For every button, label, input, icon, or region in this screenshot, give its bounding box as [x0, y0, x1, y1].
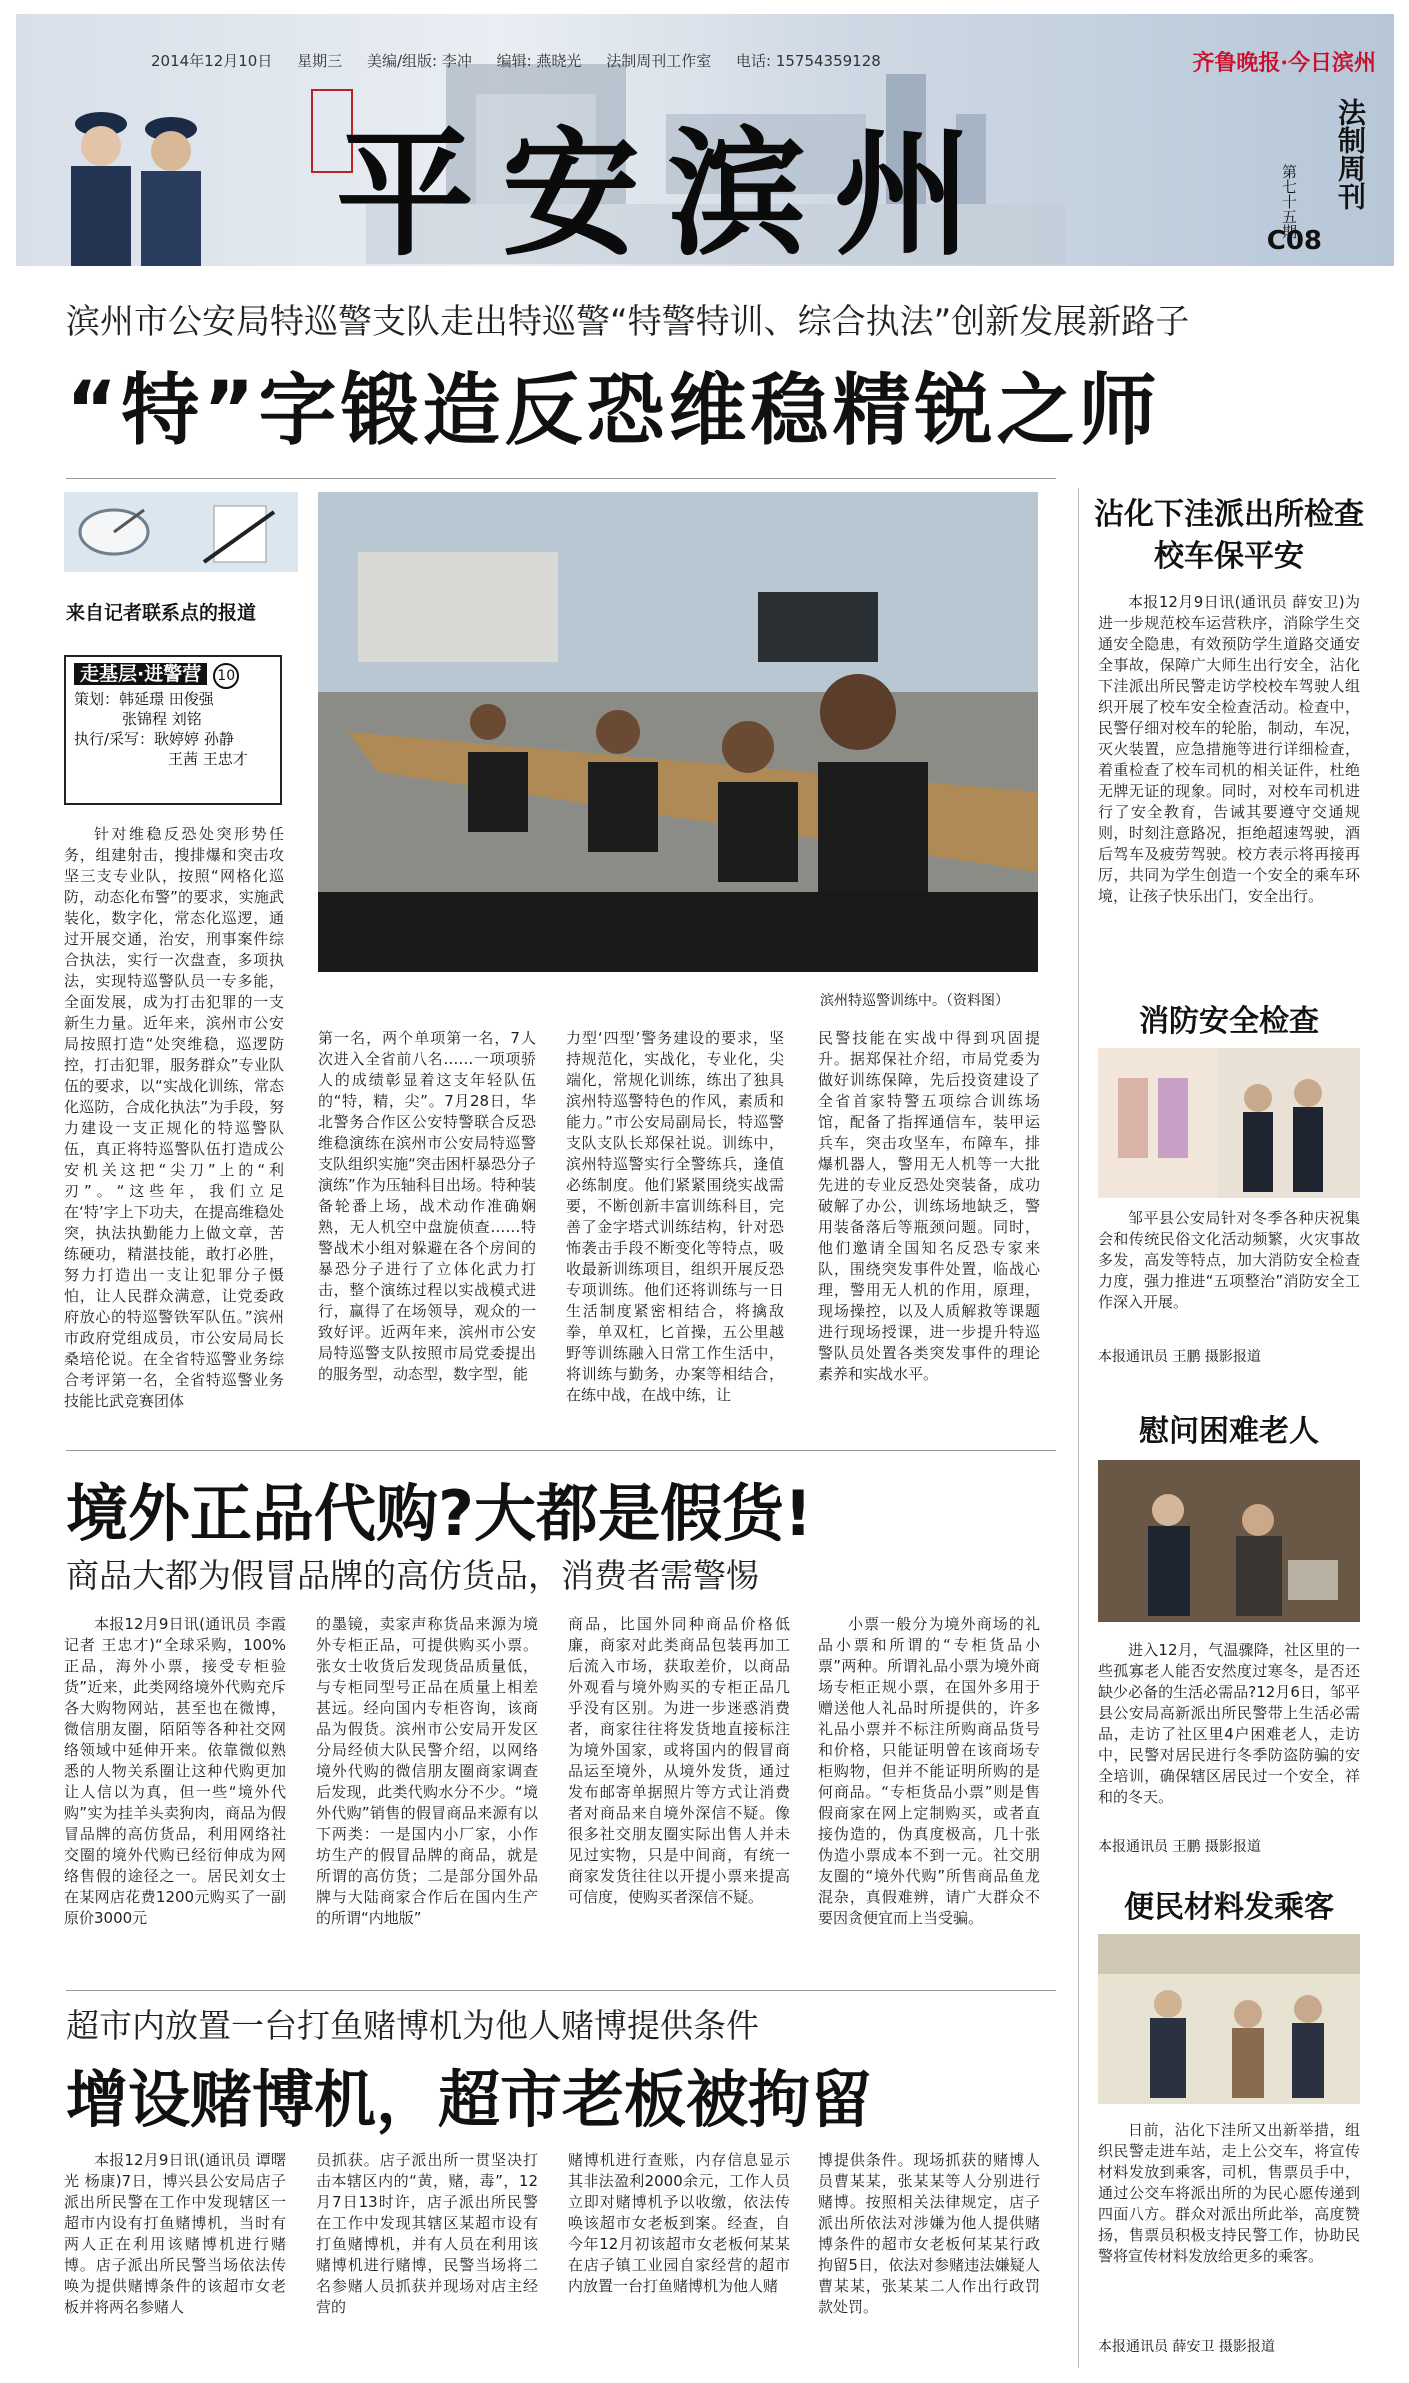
issue-date: 2014年12月10日: [151, 52, 273, 70]
editor: 编辑: 燕晓光: [496, 52, 582, 70]
gamble-headline: 增设赌博机，超市老板被拘留: [66, 2063, 873, 2136]
article-text: 商品，比国外同种商品价格低廉，商家对此类商品包装再加工后流入市场，获取差价，以商品外观看与境外购买的专柜正品几乎没有区别。为进一步迷惑消费者，商家往往将发货地直接标注为境外国家，或将国内的假冒商品运至境外，从境外发货，通过发布邮寄单据照片等方式让消费者对商品来自境外深信不疑。像很多社交朋友圈实际出售人并未见过实物，只是中间商，有统一商家发货往往以开提小票来提高可信度，使购买者深信不疑。: [568, 1615, 790, 1906]
article-text: 赌博机进行查账，内存信息显示其非法盈利2000余元，工作人员立即对赌博机予以收缴，依法传唤该超市女老板到案。经查，自今年12月初该超市女老板何某某在店子镇工业园自家经营的超市内放置一台打鱼赌博机为他人赌: [568, 2151, 790, 2295]
satellite-dish-illustration: [64, 492, 298, 572]
side2-title: 消防安全检查: [1139, 1004, 1319, 1039]
side1-body: [1098, 592, 1360, 962]
gamble-column-3: [568, 2150, 790, 2370]
section-name: 法制周刊: [1334, 98, 1367, 210]
article-text: 邹平县公安局针对冬季各种庆祝集会和传统民俗文化活动频繁，火灾事故多发，高发等特点，加大消防安全检查力度，强力推进“五项整治”消防安全工作深入开展。: [1098, 1209, 1360, 1311]
lead-headline: “特”字锻造反恐维稳精锐之师: [66, 366, 1161, 456]
fake-column-4: [818, 1614, 1040, 1944]
team-number: 10: [213, 663, 239, 689]
side4-photo: [1098, 1934, 1360, 2104]
lead-photo: [318, 492, 1038, 972]
police-officers-illustration: [46, 84, 226, 266]
lead-column-1: [64, 824, 284, 1424]
layout-editor: 美编/组版: 李冲: [366, 52, 472, 70]
page-number: C08: [1266, 226, 1322, 256]
side4-title: 便民材料发乘客: [1124, 1890, 1334, 1925]
article-text: 针对维稳反恐处突形势任务，组建射击，搜排爆和突击攻坚三支专业队，按照“网格化巡防，动态化布警”的要求，实施武装化，数字化，常态化巡逻，通过开展交通，治安，刑事案件综合执法，实行一次盘查，多项执法，实现特巡警队员一专多能，全面发展，成为打击犯罪的一支新生力量。近年来，滨州市公安局按照打造“处突维稳，巡逻防控，打击犯罪，服务群众”专业队伍的要求，以“实战化训练，常态化巡防，合成化执法”为手段，努力建设一支正规化的特巡警队伍，真正将特巡警队伍打造成公安机关这把“尖刀”上的“利刃”。“这些年，我们立足在‘特’字上下功夫，在提高维稳处突，执法执勤能力上做文章，苦练硬功，精湛技能，敢打必胜，努力打造出一支让犯罪分子慑怕，让人民群众满意，让党委政府放心的特巡警铁军队伍。”滨州市政府党组成员，市公安局局长桑培伦说。在全省特巡警业务综合考评第一名，全省特巡警业务技能比武竞赛团体: [64, 825, 284, 1410]
article-text: 员抓获。店子派出所一贯坚决打击本辖区内的“黄，赌，毒”，12月7日13时许，店子派出所民警在工作中发现其辖区某超市设有打鱼赌博机，并有人员在利用该赌博机进行赌博，民警当场将二名参赌人员抓获并现场对店主经营的: [316, 2151, 538, 2316]
fake-headline: 境外正品代购?大都是假货!: [66, 1477, 813, 1550]
team-box: [64, 655, 282, 805]
lead-column-2: [318, 1028, 536, 1428]
bus-passengers-photo: [1098, 1934, 1360, 2104]
article-text: 本报12月9日讯(通讯员 薛安卫)为进一步规范校车运营秩序，消除学生交通安全隐患，有效预防学生道路交通安全事故，保障广大师生出行安全，沾化下洼派出所民警走访学校校车驾驶人组织开展了校车安全检查活动。检查中，民警仔细对校车的轮胎，制动，车况，灭火装置，应急措施等进行详细检查，着重检查了校车司机的相关证件，杜绝无牌无证的现象。同时，对校车司机进行了安全教育，告诫其要遵守交通规则，时刻注意路况，拒绝超速驾驶，酒后驾车及疲劳驾驶。校方表示将再接再厉，共同为学生创造一个安全的乘车环境，让孩子快乐出门，安全出行。: [1098, 593, 1360, 905]
masthead-info: [151, 50, 901, 71]
section-title: 平安滨州: [336, 112, 1001, 266]
gamble-column-2: [316, 2150, 538, 2370]
issue-weekday: 星期三: [297, 52, 343, 70]
divider: [66, 478, 1056, 479]
side4-body: [1098, 2120, 1360, 2330]
side1-title: 沾化下洼派出所检查校车保平安: [1094, 497, 1364, 574]
lead-kicker: 滨州市公安局特巡警支队走出特巡警“特警特训、综合执法”创新发展新路子: [66, 302, 1190, 342]
article-text: 进入12月，气温骤降，社区里的一些孤寡老人能否安然度过寒冬，是否还缺少必备的生活必需品?12月6日，邹平县公安局高新派出所民警带上生活必需品，走访了社区里4户困难老人，走访中，民警对居民进行冬季防盗防骗的安全培训，确保辖区居民过一个安全，祥和的冬天。: [1098, 1641, 1360, 1806]
team-label: 走基层·进警营: [74, 663, 207, 685]
fake-subhead: 商品大都为假冒品牌的高仿货品，消费者需警惕: [66, 1556, 759, 1595]
studio: 法制周刊工作室: [606, 52, 712, 70]
team-line: 张锦程 刘铭: [122, 710, 202, 728]
side3-body: [1098, 1640, 1360, 1830]
article-text: 的墨镜，卖家声称货品来源为境外专柜正品，可提供购买小票。张女士收货后发现货品质量低，与专柜同型号正品在质量上相差甚远。经向国内专柜咨询，该商品为假货。滨州市公安局开发区分局经侦大队民警介绍，以网络境外代购的微信朋友圈商家调查后发现，此类代购水分不少。“境外代购”销售的假冒商品来源有以下两类：一是国内小厂家，小作坊生产的假冒品牌的商品，就是所谓的高仿货；二是部分国外品牌与大陆商家合作后在国内生产的所谓“内地版”: [316, 1615, 538, 1927]
article-text: 第一名，两个单项第一名，7人次进入全省前八名……一项项骄人的成绩彰显着这支年轻队伍的“特，精，尖”。7月28日，华北警务合作区公安特警联合反恐维稳演练在滨州市公安局特巡警支队组织实施“突击困杆暴恐分子演练”作为压轴科目出场。特种装备轮番上场，战术动作准确娴熟，无人机空中盘旋侦查……特警战术小组对躲避在各个房间的暴恐分子进行了立体化武力打击，整个演练过程以实战模式进行，赢得了在场领导，观众的一致好评。近两年来，滨州市公安局特巡警支队按照市局党委提出的服务型，动态型，数字型，能: [318, 1029, 536, 1383]
side2-photo: [1098, 1048, 1360, 1198]
elderly-visit-photo: [1098, 1460, 1360, 1622]
side4-credit: 本报通讯员 薛安卫 摄影报道: [1098, 2339, 1275, 2355]
lead-column-4: [818, 1028, 1040, 1428]
masthead: [16, 14, 1394, 266]
article-text: 本报12月9日讯(通讯员 李霞 记者 王忠才)“全球采购，100%正品，海外小票，接受专柜验货”近来，此类网络境外代购充斥各大购物网站，甚至也在微博，微信朋友圈，陌陌等各种社交网络领域中延伸开来。依靠微似熟悉的人物关系圈让这种代购更加让人信以为真，但一些“境外代购”实为挂羊头卖狗肉，商品为假冒品牌的高仿货品，利用网络社交圈的境外代购已经衍伸成为网络售假的途径之一。居民刘女士在某网店花费1200元购买了一副原价3000元: [64, 1615, 286, 1927]
article-text: 本报12月9日讯(通讯员 谭曙光 杨康)7日，博兴县公安局店子派出所民警在工作中发现辖区一超市内设有打鱼赌博机，当时有两人正在利用该赌博机进行赌博。店子派出所民警当场依法传唤为提供赌博条件的该超市女老板并将两名参赌人: [64, 2151, 286, 2316]
gamble-column-1: [64, 2150, 286, 2370]
side3-title: 慰问困难老人: [1139, 1414, 1319, 1449]
lead-column-3: [566, 1028, 784, 1428]
gamble-kicker: 超市内放置一台打鱼赌博机为他人赌博提供条件: [66, 2006, 759, 2045]
fake-column-1: [64, 1614, 286, 1944]
fake-column-2: [316, 1614, 538, 1944]
gamble-column-4: [818, 2150, 1040, 2370]
divider: [66, 1990, 1056, 1991]
training-photo-illustration: [318, 492, 1038, 972]
article-text: 力型‘四型’警务建设的要求，坚持规范化，实战化，专业化，尖端化，常规化训练，练出了独具滨州特巡警特色的作风，素质和能力。”市公安局副局长，特巡警支队支队长郑保社说。训练中，滨州特巡警实行全警练兵，逢值必练制度。他们紧紧围绕实战需要，不断创新丰富训练科目，完善了金字塔式训练结构，针对恐怖袭击手段不断变化等特点，吸收最新训练项目，组织开展反恐专项训练。他们还将训练与一日生活制度紧密相结合，将擒敌拳，单双杠，匕首操，五公里越野等训练融入日常工作生活中，将训练与勤务，办案等相结合，在练中战，在战中练，让: [566, 1029, 784, 1404]
sidebar-divider: [1078, 488, 1079, 2368]
divider: [66, 1450, 1056, 1451]
team-line: 王茜 王忠才: [168, 750, 248, 768]
newspaper-brand: 齐鲁晚报·今日滨州: [1192, 50, 1376, 76]
side3-credit: 本报通讯员 王鹏 摄影报道: [1098, 1839, 1261, 1855]
team-line: 执行/采写：耿婷婷 孙静: [74, 730, 234, 748]
phone: 电话: 15754359128: [736, 52, 881, 70]
article-text: 小票一般分为境外商场的礼品小票和所谓的“专柜货品小票”两种。所谓礼品小票为境外商场专柜正规小票，在国外多用于赠送他人礼品时所提供的，许多礼品小票并不标注所购商品货号和价格，只能证明曾在该商场专柜购物，但并不能证明所购的是何商品。“专柜货品小票”则是售假商家在网上定制购买，或者直接伪造的，伪真度极高，几十张伪造小票成本不到一元。社交朋友圈的“境外代购”所售商品鱼龙混杂，真假难辨，请广大群众不要因贪便宜而上当受骗。: [818, 1615, 1040, 1927]
fire-inspection-photo: [1098, 1048, 1360, 1198]
side2-body: [1098, 1208, 1360, 1338]
article-text: 日前，沾化下洼所又出新举措，组织民警走进车站，走上公交车，将宣传材料发放到乘客，司机，售票员手中，通过公交车将派出所的为民心愿传递到四面八方。群众对派出所此举，高度赞扬，售票员积极支持民警工作，协助民警将宣传材料发放给更多的乘客。: [1098, 2121, 1360, 2265]
side3-photo: [1098, 1460, 1360, 1622]
issue-number: 第七十五期: [1280, 164, 1298, 239]
article-text: 民警技能在实战中得到巩固提升。据郑保社介绍，市局党委为做好训练保障，先后投资建设了全省首家特警五项综合训练场馆，配备了指挥通信车，装甲运兵车，突击攻坚车，布障车，排爆机器人，警用无人机等一大批先进的专业反恐处突装备，成功破解了办公，训练场地缺乏，警用装备落后等瓶颈问题。同时，他们邀请全国知名反恐专家来队，围绕突发事件处置，临战心理，警用无人机的作用，原理，现场操控，以及人质解救等课题进行现场授课，进一步提升特巡警队员处置各类突发事件的理论素养和实战水平。: [818, 1029, 1040, 1383]
lead-tag: 来自记者联系点的报道: [66, 602, 257, 624]
photo-caption: 滨州特巡警训练中。（资料图）: [820, 993, 1009, 1009]
side2-credit: 本报通讯员 王鹏 摄影报道: [1098, 1349, 1261, 1365]
fake-column-3: [568, 1614, 790, 1944]
article-text: 博提供条件。现场抓获的赌博人员曹某某，张某某等人分别进行赌博。按照相关法律规定，店子派出所依法对涉嫌为他人提供赌博条件的超市女老板何某某行政拘留5日，依法对参赌违法嫌疑人曹某某，张某某二人作出行政罚款处罚。: [818, 2151, 1040, 2316]
team-line: 策划：韩延璟 田俊强: [74, 690, 214, 708]
